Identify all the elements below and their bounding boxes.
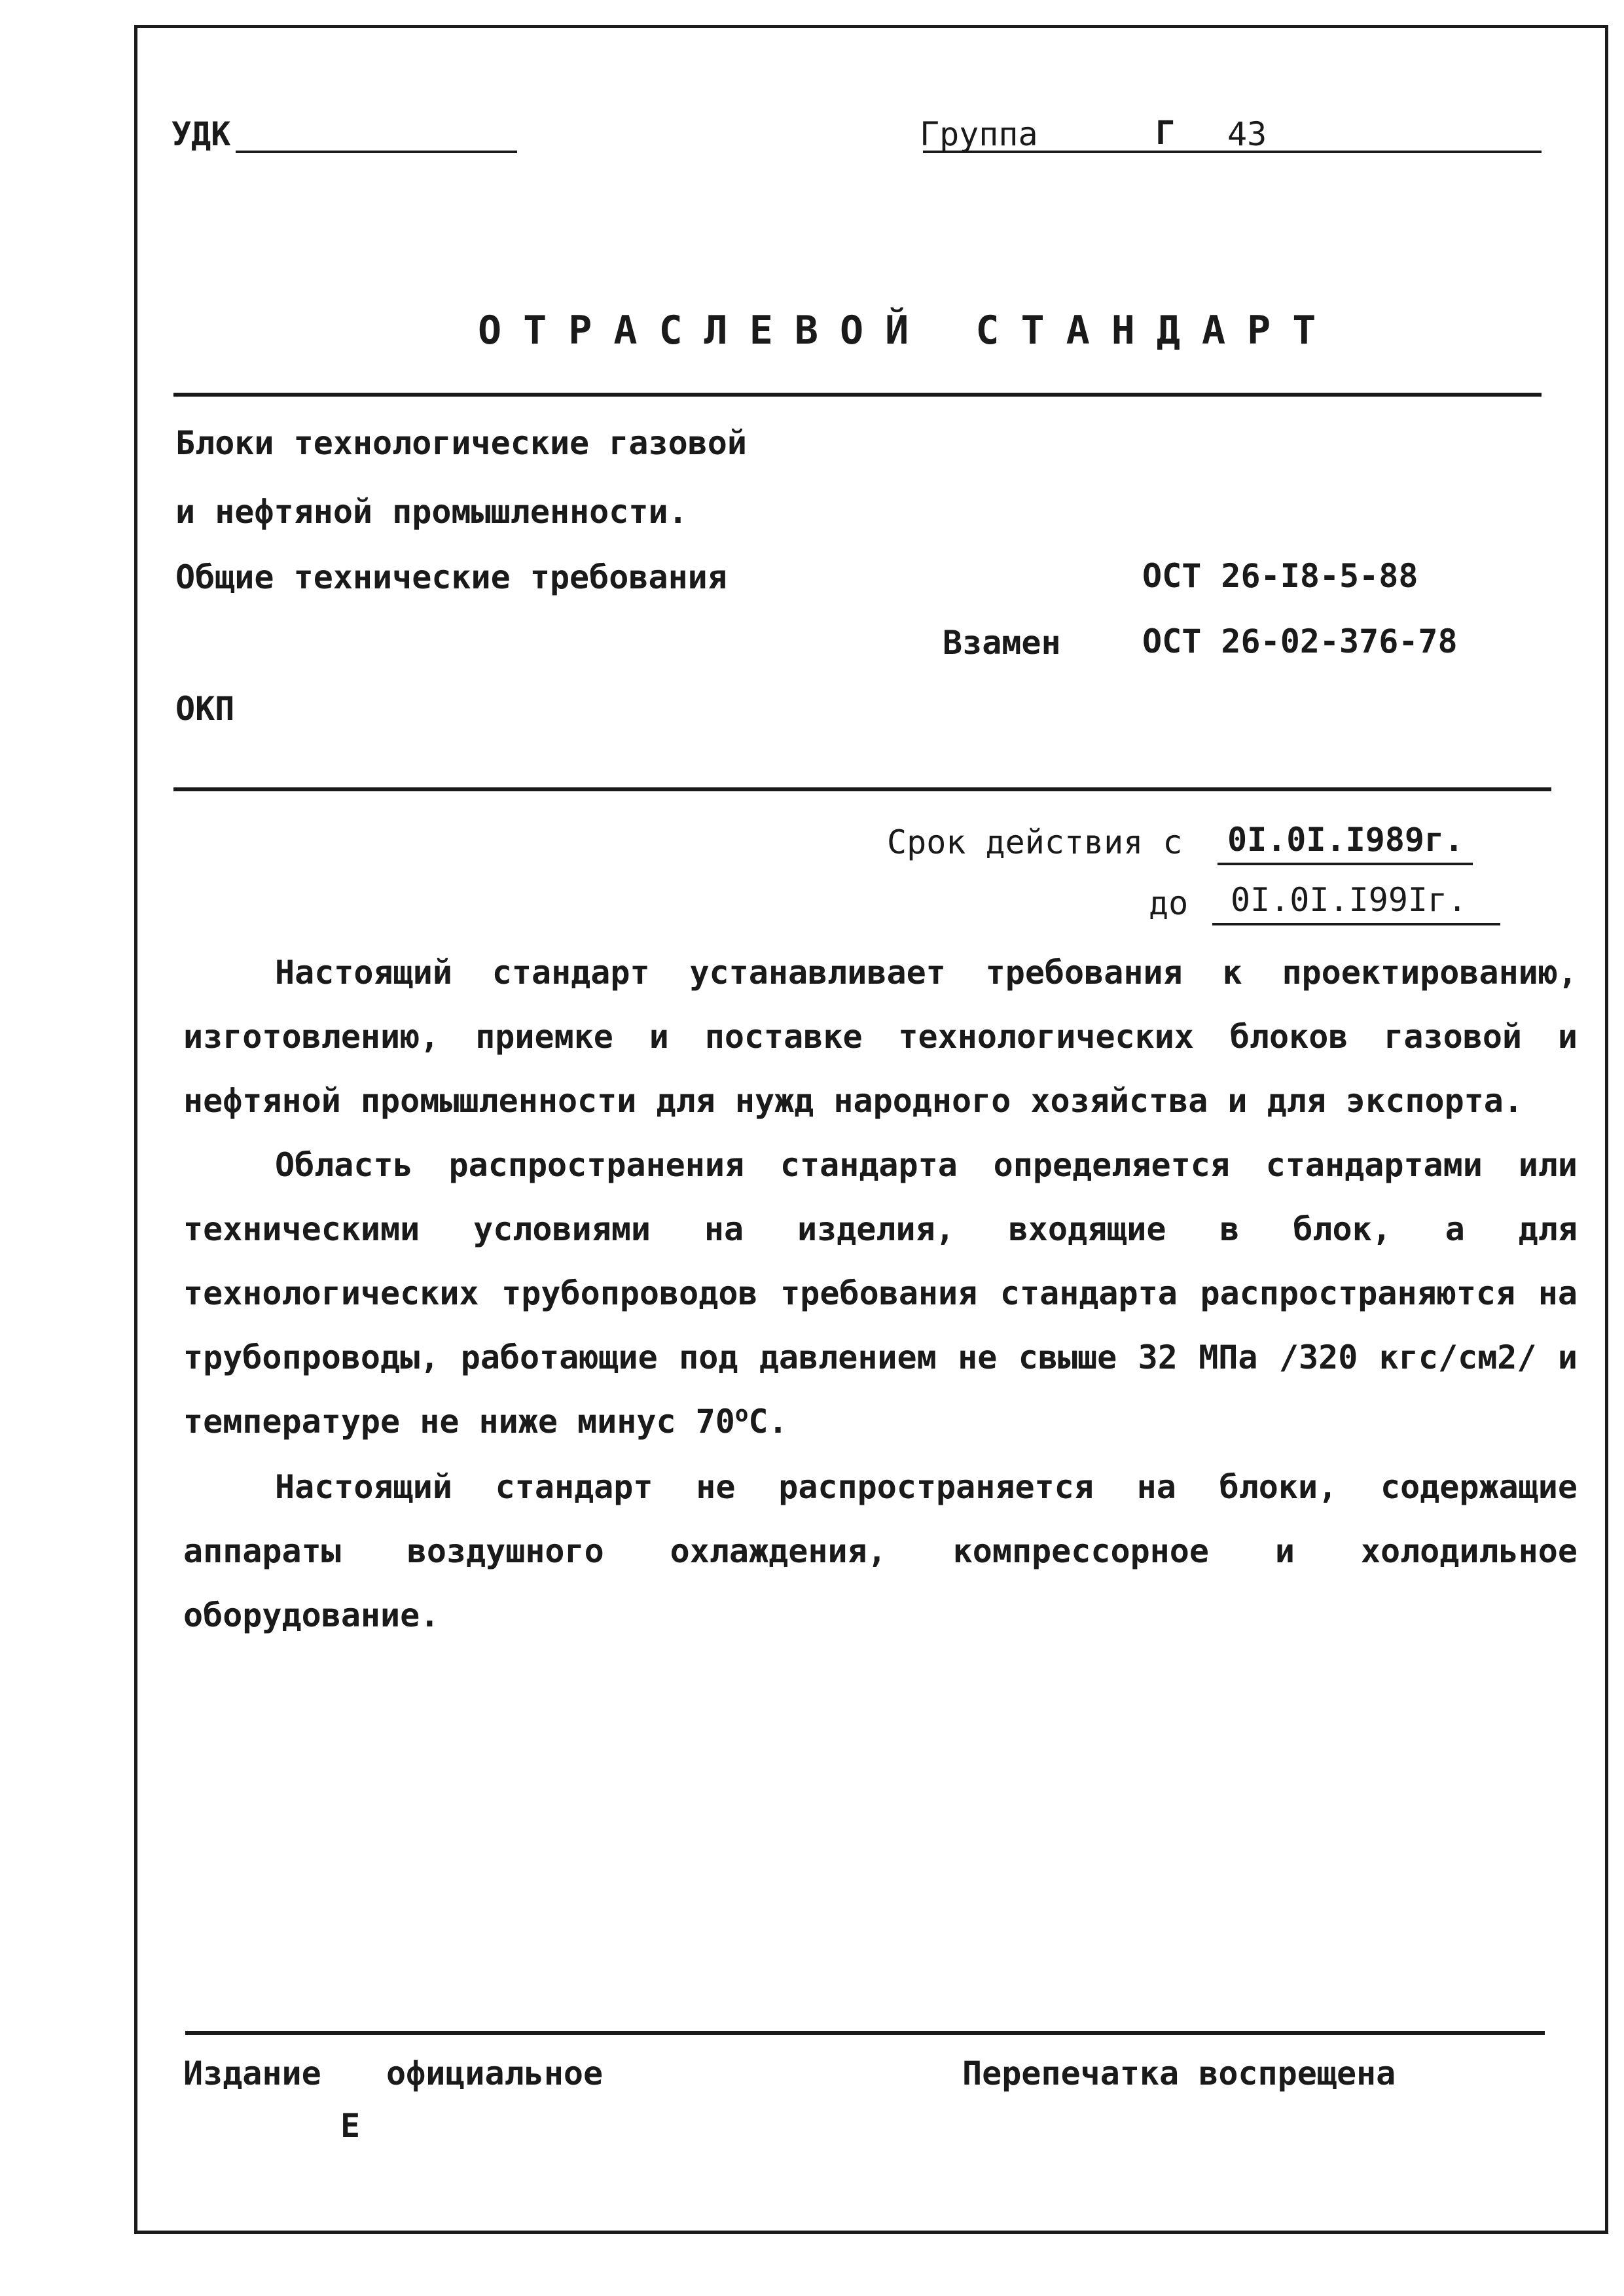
- validity-from-date: 0I.0I.I989г.: [1227, 821, 1464, 859]
- udk-label: УДК: [171, 115, 231, 153]
- reprint-notice: Перепечатка воспрещена: [962, 2054, 1396, 2092]
- validity-to-label: до: [1149, 884, 1189, 922]
- degree-mark: o: [734, 1401, 749, 1427]
- paragraph-2-text: Область распространения стандарта определяется стандартами или техническими условиями на изделия, входящие в блок, а для технологических трубопроводов требования стандарта распространяются на трубопроводы, работающие под давлением не свыше 32 МПа /320 кгс/см2/ и температуре не ниже минус 70: [183, 1146, 1578, 1441]
- group-underline: [923, 151, 1542, 153]
- group-code: Г: [1155, 114, 1176, 152]
- okp-label: ОКП: [175, 690, 235, 728]
- replaced-standard-number: ОСТ 26-02-376-78: [1142, 622, 1458, 660]
- body-paragraph-2: [183, 1133, 1578, 1454]
- udk-underline: [236, 151, 517, 153]
- paragraph-2-unit: С.: [748, 1403, 788, 1441]
- body-paragraph-1: Настоящий стандарт устанавливает требования к проектированию, изготовлению, приемке и поставке технологических блоков газовой и нефтяной промышленности для нужд народного хозяйства и для экспорта.: [183, 954, 1578, 1120]
- validity-from-label: Срок действия с: [887, 823, 1183, 861]
- body-paragraph-3: Настоящий стандарт не распространяется на блоки, содержащие аппараты воздушного охлаждения, компрессорное и холодильное оборудование.: [183, 1468, 1578, 1634]
- edition-type: официальное: [386, 2054, 604, 2092]
- group-number: 43: [1227, 115, 1267, 153]
- subject-line-1: Блоки технологические газовой: [175, 424, 747, 462]
- document-title: ОТРАСЛЕВОЙ СТАНДАРТ: [478, 308, 1338, 353]
- subject-line-3: Общие технические требования: [175, 558, 727, 596]
- group-label: Группа: [920, 115, 1038, 153]
- validity-to-underline: [1212, 923, 1500, 925]
- edition-label: Издание: [183, 2054, 321, 2092]
- title-rule: [173, 393, 1542, 397]
- standard-number: ОСТ 26-I8-5-88: [1142, 557, 1418, 595]
- validity-to-date: 0I.0I.I99Iг.: [1231, 881, 1468, 919]
- footer-rule: [185, 2031, 1545, 2035]
- okp-rule: [173, 787, 1551, 791]
- subject-line-2: и нефтяной промышленности.: [175, 493, 688, 531]
- replaces-label: Взамен: [943, 624, 1061, 662]
- validity-from-underline: [1218, 863, 1473, 865]
- edition-letter: Е: [340, 2107, 361, 2145]
